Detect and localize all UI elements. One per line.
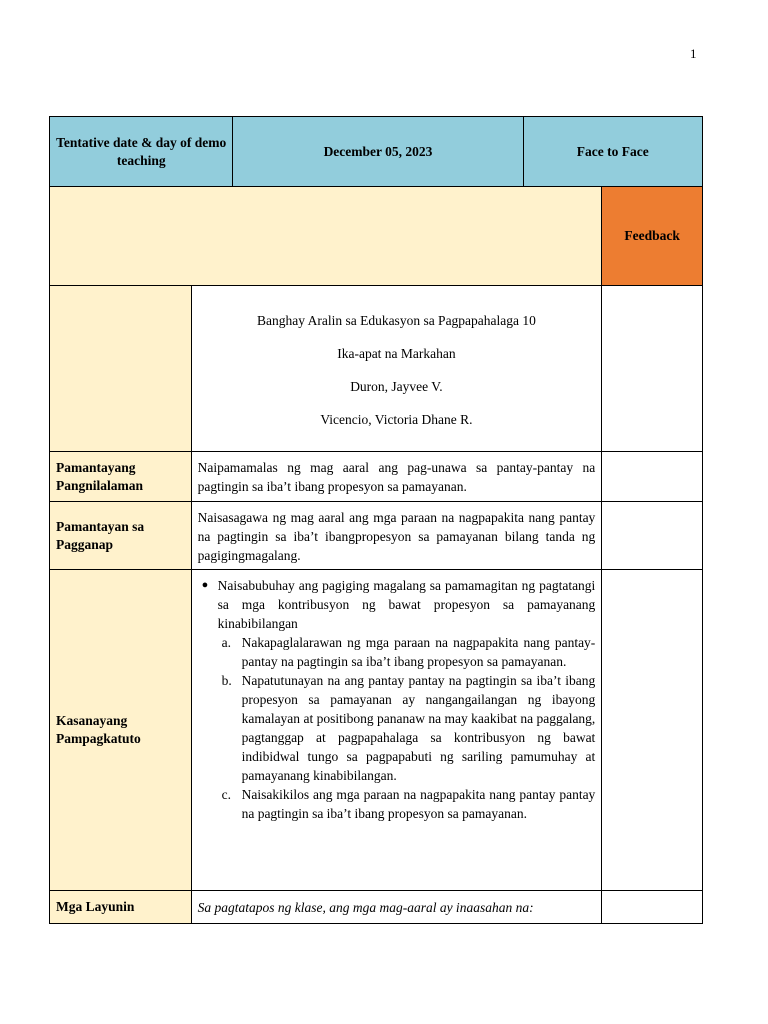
bullet-icon: ●: [201, 579, 209, 591]
list-item: [198, 576, 596, 633]
objectives-text: Sa pagtatapos ng klase, ang mga mag-aaral ay inaasahan na:: [191, 891, 602, 923]
feedback-cell[interactable]: [601, 502, 702, 569]
objectives-row: [50, 890, 702, 923]
performance-standard-label: Pamantayan sa Pagganap: [50, 502, 191, 569]
feedback-cell[interactable]: [601, 452, 702, 501]
competency-item-text: Naisakikilos ang mga paraan na nagpapakita nang pantay pantay na pagtingin sa iba’t ibang propesyon sa pamayanan.: [241, 787, 596, 821]
demo-mode-value: Face to Face: [523, 117, 702, 186]
author-name-2: Vicencio, Victoria Dhane R.: [320, 412, 473, 427]
list-item: [218, 671, 596, 785]
page-number: 1: [690, 46, 697, 61]
competency-item-text: Napatutunayan na ang pantay pantay na pagtingin sa iba’t ibang propesyon sa pamayanan ay nangangailangan ng ibayong kamalayan at positibong pananaw na may kaakibat na paggalang, pagtanggap at pagpapahalaga sa kontribusyon ng bawat indibidwal tungo sa pagpapabuti ng sariling pamumuhay at pamayanang kinabibilangan.: [241, 673, 596, 783]
competency-item-text: Nakapaglalarawan ng mga paraan na nagpapakita nang pantay-pantay na pagtingin sa iba’t ibang propesyon sa pamayanan.: [241, 635, 596, 669]
content-standard-text: Naipamamalas ng mag aaral ang pag-unawa sa pantay-pantay na pagtingin sa iba’t ibang propesyon sa pamayanan.: [191, 452, 602, 501]
list-marker: a.: [221, 635, 231, 650]
objectives-label: Mga Layunin: [50, 891, 191, 923]
performance-standard-row: [50, 501, 702, 569]
list-item: [218, 785, 596, 823]
list-marker: b.: [221, 673, 232, 688]
title-label-cell: [50, 286, 191, 451]
feedback-cell[interactable]: [601, 286, 702, 451]
author-name-1: Duron, Jayvee V.: [350, 379, 443, 394]
list-marker: c.: [221, 787, 231, 802]
demo-date-value: December 05, 2023: [232, 117, 522, 186]
title-block: [191, 286, 602, 451]
list-item: [218, 633, 596, 671]
feedback-cell[interactable]: [601, 570, 702, 890]
feedback-label: Feedback: [601, 187, 702, 285]
quarter-label: Ika-apat na Markahan: [337, 346, 456, 361]
blank-header-cell: [50, 187, 601, 285]
performance-standard-text: Naisasagawa ng mag aaral ang mga paraan na nagpapakita nang pantay na pagtingin sa iba’t ibangpropesyon sa pamayanan bilang tanda ng pagigingmagalang.: [191, 502, 602, 569]
learning-competency-content: [191, 570, 602, 890]
learning-competency-label: Kasanayang Pampagkatuto: [50, 570, 191, 890]
header-row: [50, 117, 702, 186]
feedback-cell[interactable]: [601, 891, 702, 923]
lesson-plan-title: Banghay Aralin sa Edukasyon sa Pagpapahalaga 10: [256, 313, 536, 328]
competency-bullet-text: Naisabubuhay ang pagiging magalang sa pamamagitan ng pagtatangi sa mga kontribusyon ng bawat propesyon sa pamayanang kinabibilangan: [217, 578, 596, 631]
lesson-plan-table: [49, 116, 703, 924]
content-standard-row: [50, 451, 702, 501]
demo-date-label: Tentative date & day of demo teaching: [50, 117, 232, 186]
feedback-header-row: [50, 186, 702, 285]
learning-competency-row: [50, 569, 702, 890]
content-standard-label: Pamantayang Pangnilalaman: [50, 452, 191, 501]
title-row: [50, 285, 702, 451]
